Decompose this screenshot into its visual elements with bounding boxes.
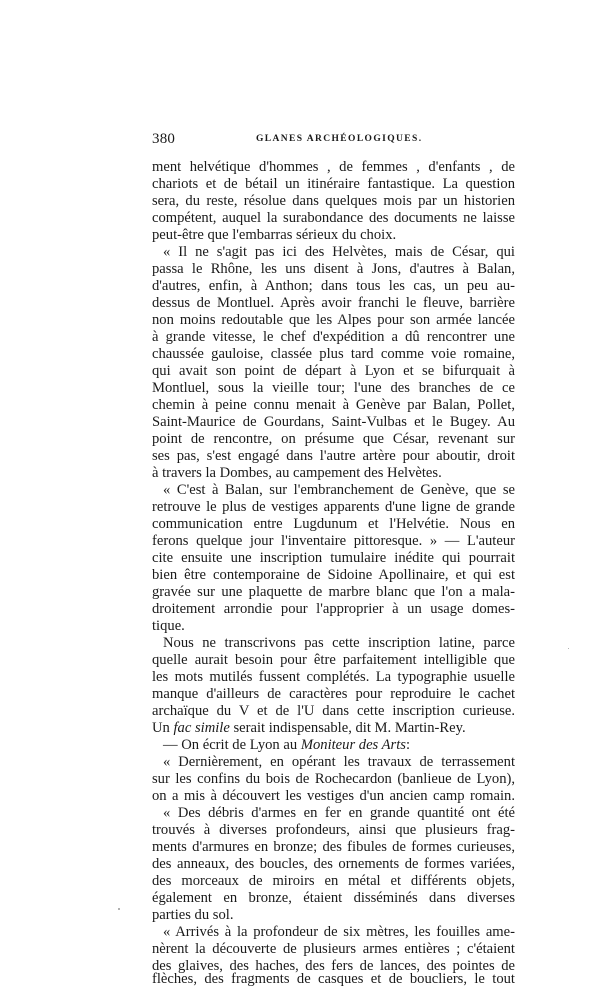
text-line: « Des débris d'armes en fer en grande quantité ont été (163, 805, 515, 821)
text-line: cite ensuite une inscription tumulaire inédite qui pourrait (152, 550, 515, 566)
text-line: ses pas, s'est engagé dans l'autre artère pour aboutir, droit (152, 448, 515, 464)
text-line: qui avait son point de départ à Lyon et se bifurquait à (152, 363, 515, 379)
text-line: chemin à peine connu menait à Genève par Balan, Pollet, (152, 397, 515, 413)
text-line: nèrent la découverte de plusieurs armes entières ; c'étaient (152, 941, 515, 957)
text-line: « Dernièrement, en opérant les travaux de terrassement (163, 754, 515, 770)
facsimile-pre: Un (152, 720, 170, 736)
text-line: quelle aurait besoin pour être parfaitement intelligible que (152, 652, 515, 668)
text-line: gravée sur une plaquette de marbre blanc que l'on a mala- (152, 584, 515, 600)
text-line: Nous ne transcrivons pas cette inscription latine, parce (163, 635, 515, 651)
text-line: ment helvétique d'hommes , de femmes , d'enfants , de (152, 159, 515, 175)
paper-speck (568, 648, 569, 649)
text-line: à grande vitesse, le chef d'expédition a dû rencontrer une (152, 329, 515, 345)
text-line: flèches, des fragments de casques et de boucliers, le tout (152, 971, 515, 987)
text-line: on a mis à découvert les vestiges d'un ancien camp romain. (152, 788, 515, 804)
text-line: parties du sol. (152, 907, 234, 923)
text-line: des morceaux de miroirs en métal et différents objets, (152, 873, 515, 889)
text-line: tique. (152, 618, 185, 634)
text-line: sur les confins du bois de Rochecardon (banlieue de Lyon), (152, 771, 515, 787)
text-line: Montluel, sous la vieille tour; l'une des branches de ce (152, 380, 515, 396)
page-header (152, 131, 515, 151)
text-line: manque d'ailleurs de caractères pour reproduire le cachet (152, 686, 515, 702)
text-line: point de rencontre, on présume que César, revenant sur (152, 431, 515, 447)
text-line: trouvés à diverses profondeurs, ainsi que plusieurs frag- (152, 822, 515, 838)
text-line: « Il ne s'agit pas ici des Helvètes, mais de César, qui (163, 244, 515, 260)
page-number: 380 (152, 131, 176, 147)
text-line-moniteur (163, 737, 515, 754)
text-line: chariots et de bétail un itinéraire fantastique. La question (152, 176, 515, 192)
text-line: « C'est à Balan, sur l'embranchement de Genève, que se (163, 482, 515, 498)
moniteur-tail: : (405, 737, 411, 753)
text-line: des glaives, des haches, des fers de lances, des pointes de (152, 958, 515, 974)
moniteur-italic: Moniteur des Arts (300, 737, 406, 753)
facsimile-post: serait indispensable, dit M. Martin-Rey. (233, 720, 466, 736)
text-line: chaussée gauloise, classée plus tard comme voie romaine, (152, 346, 515, 362)
text-line: Saint-Maurice de Gourdans, Saint-Vulbas et le Bugey. Au (152, 414, 515, 430)
text-line: d'autres, enfin, à Anthon; dans tous les cas, un peu au- (152, 278, 515, 294)
text-line-facsimile (152, 720, 515, 737)
text-line: ments d'armures en bronze; des fibules de formes curieuses, (152, 839, 515, 855)
text-line: passa le Rhône, les uns disent à Jons, d'autres à Balan, (152, 261, 515, 277)
text-line: retrouve le plus de vestiges apparents d'une ligne de grande (152, 499, 515, 515)
text-line: archaïque du V et de l'U dans cette inscription curieuse. (152, 703, 515, 719)
text-line: peut-être que l'embarras sérieux du choix. (152, 227, 397, 243)
text-line: les mots mutilés fussent complétés. La typographie usuelle (152, 669, 515, 685)
text-line: également en bronze, étaient disséminés dans diverses (152, 890, 515, 906)
text-line: communication entre Lugdunum et l'Helvétie. Nous en (152, 516, 515, 532)
text-line: ferons quelque jour l'inventaire pittoresque. » — L'auteur (152, 533, 515, 549)
text-line: à travers la Dombes, au campement des Helvètes. (152, 465, 442, 481)
text-line: non moins redoutable que les Alpes pour son armée lancée (152, 312, 515, 328)
moniteur-pre: — On écrit de Lyon au (163, 737, 298, 753)
text-line: des anneaux, des boucles, des ornements de formes variées, (152, 856, 515, 872)
running-head: GLANES ARCHÉOLOGIQUES. (256, 134, 423, 144)
text-line: sera, du reste, résolue dans quelques mois par un historien (152, 193, 515, 209)
text-line: compétent, auquel la surabondance des documents ne laisse (152, 210, 515, 226)
facsimile-italic: fac simile (173, 720, 230, 736)
text-line: bien être contemporaine de Sidoine Apollinaire, et qui est (152, 567, 515, 583)
text-line: dessus de Montluel. Après avoir franchi le fleuve, barrière (152, 295, 515, 311)
paper-speck (118, 908, 120, 910)
text-line: droitement arrondie pour l'approprier à un usage domes- (152, 601, 515, 617)
text-line: « Arrivés à la profondeur de six mètres, les fouilles ame- (163, 924, 515, 940)
